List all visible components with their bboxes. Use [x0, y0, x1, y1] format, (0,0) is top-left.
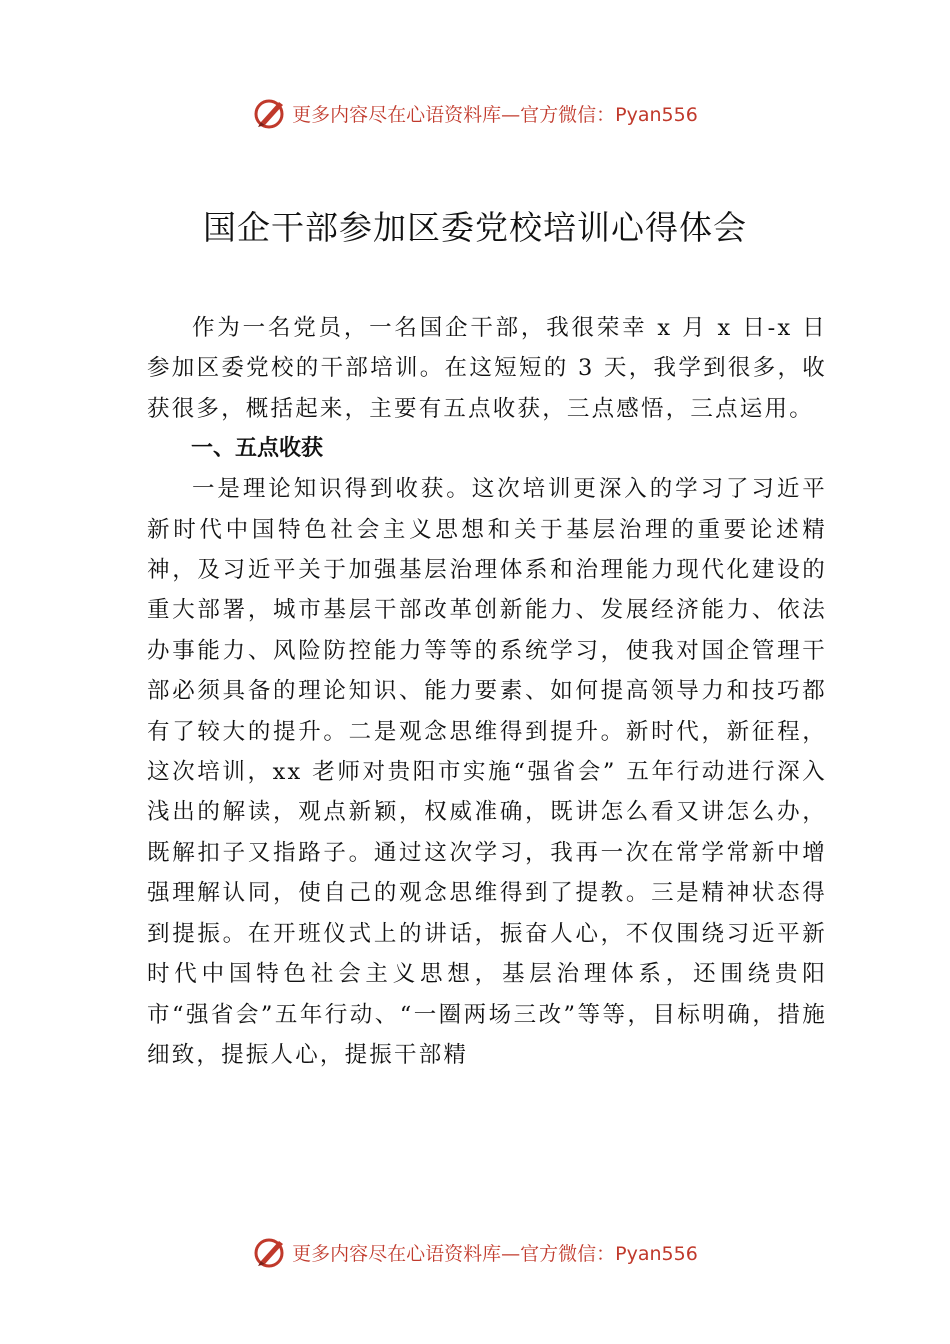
pen-logo-icon [252, 95, 288, 131]
section-heading: 一、五点收获 [191, 436, 324, 462]
document-title: 国企干部参加区委党校培训心得体会 [203, 208, 747, 247]
banner-text: 更多内容尽在心语资料库—官方微信：Pyan556 [292, 103, 698, 126]
header-watermark-banner [0, 93, 950, 133]
footer-watermark-banner [0, 1232, 950, 1272]
banner-text: 更多内容尽在心语资料库—官方微信：Pyan556 [292, 1242, 698, 1265]
document-body [147, 308, 827, 1075]
pen-logo-icon [252, 1234, 288, 1270]
intro-paragraph: 作为一名党员，一名国企干部，我很荣幸 x 月 x 日-x 日参加区委党校的干部培训。在这短短的 3 天，我学到很多，收获很多，概括起来，主要有五点收获，三点感悟，三点运用。 [147, 315, 827, 422]
section-paragraph: 一是理论知识得到收获。这次培训更深入的学习了习近平新时代中国特色社会主义思想和关于基层治理的重要论述精神，及习近平关于加强基层治理体系和治理能力现代化建设的重大部署，城市基层干部改革创新能力、发展经济能力、依法办事能力、风险防控能力等等的系统学习，使我对国企管理干部必须具备的理论知识、能力要素、如何提高领导力和技巧都有了较大的提升。二是观念思维得到提升。新时代，新征程，这次培训，xx 老师对贵阳市实施“强省会” 五年行动进行深入浅出的解读，观点新颖，权威准确，既讲怎么看又讲怎么办，既解扣子又指路子。通过这次学习，我再一次在常学常新中增强理解认同，使自己的观念思维得到了提教。三是精神状态得到提振。在开班仪式上的讲话，振奋人心，不仅围绕习近平新时代中国特色社会主义思想，基层治理体系，还围绕贵阳市“强省会”五年行动、“一圈两场三改”等等，目标明确，措施细致，提振人心，提振干部精 [147, 476, 827, 1068]
